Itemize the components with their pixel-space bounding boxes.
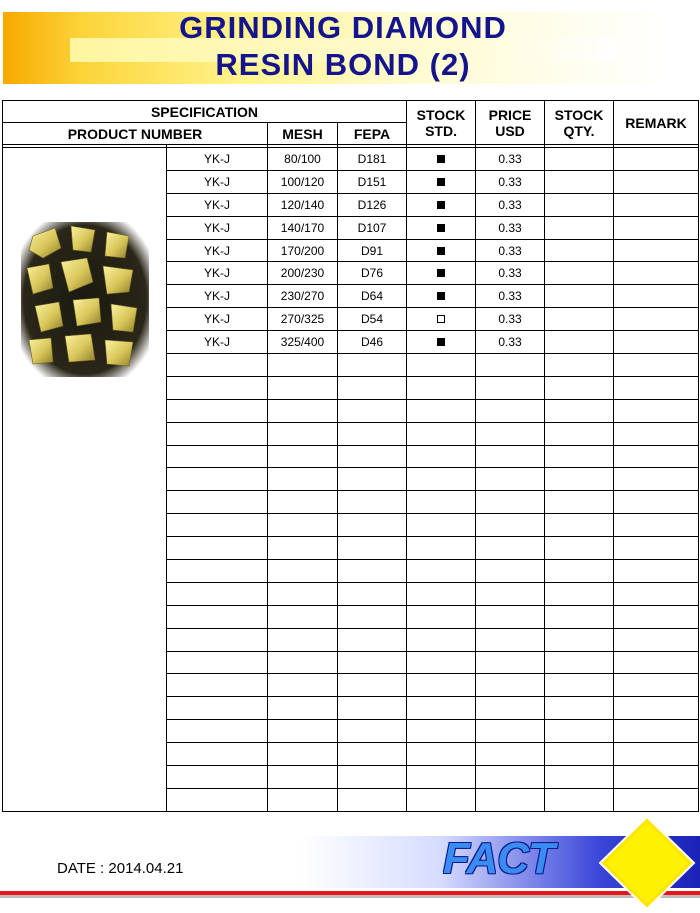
- mesh-cell: [268, 514, 338, 537]
- fepa-cell: [338, 445, 407, 468]
- specification-table: [2, 100, 699, 812]
- filled-square-icon: [437, 292, 445, 300]
- stock-std-cell: [407, 331, 476, 354]
- filled-square-icon: [437, 178, 445, 186]
- stock-qty-cell: [545, 376, 614, 399]
- price-cell: 0.33: [476, 170, 545, 193]
- stock-std-cell: [407, 697, 476, 720]
- stock-std-header-line1: STOCK: [416, 106, 466, 123]
- stock-qty-cell: [545, 514, 614, 537]
- price-cell: [476, 766, 545, 789]
- mesh-cell: [268, 582, 338, 605]
- price-header-line2: USD: [495, 122, 525, 139]
- price-cell: 0.33: [476, 308, 545, 331]
- diamond-crystals-image: [21, 222, 149, 377]
- price-cell: [476, 560, 545, 583]
- product-number-cell: [167, 354, 268, 377]
- product-image-cell: [3, 148, 167, 812]
- fepa-cell: D54: [338, 308, 407, 331]
- stock-qty-cell: [545, 582, 614, 605]
- fepa-cell: D126: [338, 193, 407, 216]
- filled-square-icon: [437, 224, 445, 232]
- price-cell: 0.33: [476, 148, 545, 171]
- fepa-cell: [338, 720, 407, 743]
- mesh-cell: [268, 491, 338, 514]
- filled-square-icon: [437, 338, 445, 346]
- filled-square-icon: [437, 247, 445, 255]
- stock-std-cell: [407, 605, 476, 628]
- stock-std-cell: [407, 170, 476, 193]
- mesh-cell: 270/325: [268, 308, 338, 331]
- filled-square-icon: [437, 201, 445, 209]
- footer-divider-grey: [0, 895, 700, 898]
- stock-std-cell: [407, 308, 476, 331]
- price-cell: [476, 651, 545, 674]
- stock-std-cell: [407, 239, 476, 262]
- product-number-cell: [167, 376, 268, 399]
- fepa-cell: [338, 605, 407, 628]
- stock-std-cell: [407, 422, 476, 445]
- table-row: [3, 148, 699, 171]
- price-cell: [476, 491, 545, 514]
- product-number-cell: YK-J: [167, 193, 268, 216]
- stock-std-cell: [407, 743, 476, 766]
- stock-std-cell: [407, 262, 476, 285]
- stock-std-cell: [407, 468, 476, 491]
- fepa-cell: [338, 376, 407, 399]
- stock-qty-cell: [545, 628, 614, 651]
- product-number-cell: [167, 445, 268, 468]
- remark-cell: [614, 697, 699, 720]
- title-line-1: GRINDING DIAMOND: [179, 10, 507, 45]
- fepa-cell: [338, 491, 407, 514]
- price-cell: 0.33: [476, 262, 545, 285]
- remark-cell: [614, 148, 699, 171]
- price-cell: [476, 399, 545, 422]
- price-cell: [476, 445, 545, 468]
- mesh-cell: 100/120: [268, 170, 338, 193]
- fepa-cell: [338, 582, 407, 605]
- remark-cell: [614, 766, 699, 789]
- mesh-cell: [268, 788, 338, 811]
- stock-qty-cell: [545, 216, 614, 239]
- fepa-cell: [338, 651, 407, 674]
- logo-diamond-icon: [598, 815, 696, 911]
- stock-std-cell: [407, 354, 476, 377]
- document-date: DATE : 2014.04.21: [57, 860, 184, 877]
- price-cell: 0.33: [476, 193, 545, 216]
- mesh-cell: 140/170: [268, 216, 338, 239]
- product-number-cell: [167, 766, 268, 789]
- product-number-cell: [167, 491, 268, 514]
- remark-cell: [614, 582, 699, 605]
- fepa-cell: [338, 697, 407, 720]
- price-cell: 0.33: [476, 216, 545, 239]
- product-number-cell: [167, 422, 268, 445]
- mesh-cell: [268, 605, 338, 628]
- product-number-cell: YK-J: [167, 331, 268, 354]
- stock-std-cell: [407, 674, 476, 697]
- remark-cell: [614, 720, 699, 743]
- remark-cell: [614, 491, 699, 514]
- remark-cell: [614, 170, 699, 193]
- product-number-cell: [167, 743, 268, 766]
- price-header: [476, 101, 545, 145]
- price-cell: [476, 582, 545, 605]
- stock-qty-cell: [545, 170, 614, 193]
- stock-qty-cell: [545, 399, 614, 422]
- remark-cell: [614, 743, 699, 766]
- stock-qty-cell: [545, 239, 614, 262]
- stock-std-cell: [407, 148, 476, 171]
- remark-cell: [614, 514, 699, 537]
- fepa-cell: [338, 468, 407, 491]
- remark-header: REMARK: [614, 101, 699, 145]
- price-cell: [476, 743, 545, 766]
- mesh-cell: [268, 422, 338, 445]
- fepa-cell: [338, 628, 407, 651]
- fepa-cell: [338, 354, 407, 377]
- mesh-cell: 120/140: [268, 193, 338, 216]
- remark-cell: [614, 788, 699, 811]
- remark-cell: [614, 308, 699, 331]
- remark-cell: [614, 193, 699, 216]
- mesh-header: MESH: [268, 123, 338, 145]
- product-number-cell: [167, 468, 268, 491]
- remark-cell: [614, 422, 699, 445]
- remark-cell: [614, 239, 699, 262]
- mesh-cell: [268, 560, 338, 583]
- stock-std-cell: [407, 376, 476, 399]
- mesh-cell: [268, 743, 338, 766]
- price-cell: [476, 628, 545, 651]
- price-cell: 0.33: [476, 285, 545, 308]
- product-number-cell: YK-J: [167, 262, 268, 285]
- price-cell: [476, 514, 545, 537]
- stock-std-cell: [407, 399, 476, 422]
- table-body: [3, 148, 699, 812]
- stock-qty-cell: [545, 445, 614, 468]
- stock-std-cell: [407, 651, 476, 674]
- remark-cell: [614, 628, 699, 651]
- remark-cell: [614, 560, 699, 583]
- stock-std-cell: [407, 491, 476, 514]
- stock-qty-cell: [545, 743, 614, 766]
- product-number-cell: YK-J: [167, 216, 268, 239]
- open-square-icon: [437, 315, 445, 323]
- stock-qty-cell: [545, 560, 614, 583]
- fepa-header: FEPA: [338, 123, 407, 145]
- product-number-cell: [167, 582, 268, 605]
- fepa-cell: D76: [338, 262, 407, 285]
- mesh-cell: [268, 651, 338, 674]
- stock-std-cell: [407, 285, 476, 308]
- remark-cell: [614, 605, 699, 628]
- stock-qty-header: [545, 101, 614, 145]
- stock-std-header-line2: STD.: [425, 122, 457, 139]
- stock-qty-cell: [545, 491, 614, 514]
- stock-std-cell: [407, 766, 476, 789]
- stock-std-cell: [407, 193, 476, 216]
- mesh-cell: [268, 445, 338, 468]
- mesh-cell: [268, 720, 338, 743]
- stock-qty-cell: [545, 422, 614, 445]
- remark-cell: [614, 651, 699, 674]
- stock-std-header: [407, 101, 476, 145]
- price-cell: [476, 468, 545, 491]
- stock-std-cell: [407, 788, 476, 811]
- price-cell: [476, 674, 545, 697]
- product-number-cell: [167, 651, 268, 674]
- product-number-cell: YK-J: [167, 148, 268, 171]
- price-cell: [476, 788, 545, 811]
- remark-cell: [614, 399, 699, 422]
- mesh-cell: [268, 697, 338, 720]
- price-cell: [476, 720, 545, 743]
- fepa-cell: D181: [338, 148, 407, 171]
- stock-qty-cell: [545, 605, 614, 628]
- fepa-cell: D107: [338, 216, 407, 239]
- specification-header: SPECIFICATION: [3, 101, 407, 123]
- remark-cell: [614, 285, 699, 308]
- stock-qty-cell: [545, 766, 614, 789]
- mesh-cell: 80/100: [268, 148, 338, 171]
- remark-cell: [614, 537, 699, 560]
- stock-qty-cell: [545, 697, 614, 720]
- filled-square-icon: [437, 155, 445, 163]
- mesh-cell: [268, 628, 338, 651]
- stock-std-cell: [407, 720, 476, 743]
- fepa-cell: D64: [338, 285, 407, 308]
- fepa-cell: [338, 537, 407, 560]
- fepa-cell: [338, 399, 407, 422]
- price-cell: [476, 697, 545, 720]
- page-title: [3, 9, 683, 83]
- price-cell: [476, 354, 545, 377]
- fepa-cell: D91: [338, 239, 407, 262]
- stock-std-cell: [407, 216, 476, 239]
- product-number-cell: YK-J: [167, 285, 268, 308]
- mesh-cell: 325/400: [268, 331, 338, 354]
- price-cell: [476, 537, 545, 560]
- stock-std-cell: [407, 628, 476, 651]
- stock-qty-cell: [545, 651, 614, 674]
- stock-qty-cell: [545, 148, 614, 171]
- fact-logo-text: FACT: [443, 834, 554, 883]
- stock-qty-cell: [545, 720, 614, 743]
- remark-cell: [614, 216, 699, 239]
- fepa-cell: [338, 674, 407, 697]
- remark-cell: [614, 331, 699, 354]
- stock-std-cell: [407, 514, 476, 537]
- price-cell: [476, 422, 545, 445]
- stock-qty-header-line1: STOCK: [554, 106, 604, 123]
- mesh-cell: [268, 674, 338, 697]
- mesh-cell: [268, 376, 338, 399]
- stock-qty-cell: [545, 262, 614, 285]
- price-cell: 0.33: [476, 239, 545, 262]
- fepa-cell: [338, 422, 407, 445]
- remark-cell: [614, 354, 699, 377]
- remark-cell: [614, 376, 699, 399]
- price-header-line1: PRICE: [488, 106, 532, 123]
- product-number-cell: [167, 788, 268, 811]
- stock-qty-cell: [545, 788, 614, 811]
- fepa-cell: D46: [338, 331, 407, 354]
- mesh-cell: 200/230: [268, 262, 338, 285]
- product-number-cell: [167, 674, 268, 697]
- stock-qty-cell: [545, 354, 614, 377]
- stock-std-cell: [407, 582, 476, 605]
- product-number-cell: YK-J: [167, 308, 268, 331]
- product-number-cell: [167, 720, 268, 743]
- mesh-cell: [268, 468, 338, 491]
- fepa-cell: [338, 766, 407, 789]
- filled-square-icon: [437, 269, 445, 277]
- title-line-2: RESIN BOND (2): [215, 47, 471, 82]
- price-cell: [476, 605, 545, 628]
- mesh-cell: [268, 537, 338, 560]
- stock-qty-cell: [545, 193, 614, 216]
- fepa-cell: [338, 514, 407, 537]
- mesh-cell: 170/200: [268, 239, 338, 262]
- fepa-cell: [338, 743, 407, 766]
- product-number-cell: [167, 560, 268, 583]
- stock-qty-cell: [545, 537, 614, 560]
- remark-cell: [614, 445, 699, 468]
- fepa-cell: [338, 788, 407, 811]
- price-cell: [476, 376, 545, 399]
- mesh-cell: [268, 399, 338, 422]
- mesh-cell: [268, 766, 338, 789]
- remark-cell: [614, 262, 699, 285]
- product-number-cell: [167, 697, 268, 720]
- product-number-header: PRODUCT NUMBER: [3, 123, 268, 145]
- price-cell: 0.33: [476, 331, 545, 354]
- product-number-cell: [167, 628, 268, 651]
- product-number-cell: [167, 537, 268, 560]
- product-number-cell: [167, 605, 268, 628]
- fepa-cell: [338, 560, 407, 583]
- footer-divider-white: [0, 888, 700, 890]
- product-number-cell: [167, 514, 268, 537]
- fepa-cell: D151: [338, 170, 407, 193]
- product-number-cell: YK-J: [167, 170, 268, 193]
- stock-qty-cell: [545, 285, 614, 308]
- stock-std-cell: [407, 445, 476, 468]
- stock-qty-cell: [545, 468, 614, 491]
- remark-cell: [614, 674, 699, 697]
- product-number-cell: [167, 399, 268, 422]
- stock-qty-cell: [545, 308, 614, 331]
- stock-qty-cell: [545, 331, 614, 354]
- mesh-cell: [268, 354, 338, 377]
- stock-std-cell: [407, 560, 476, 583]
- stock-qty-header-line2: QTY.: [563, 122, 595, 139]
- stock-std-cell: [407, 537, 476, 560]
- product-number-cell: YK-J: [167, 239, 268, 262]
- stock-qty-cell: [545, 674, 614, 697]
- mesh-cell: 230/270: [268, 285, 338, 308]
- remark-cell: [614, 468, 699, 491]
